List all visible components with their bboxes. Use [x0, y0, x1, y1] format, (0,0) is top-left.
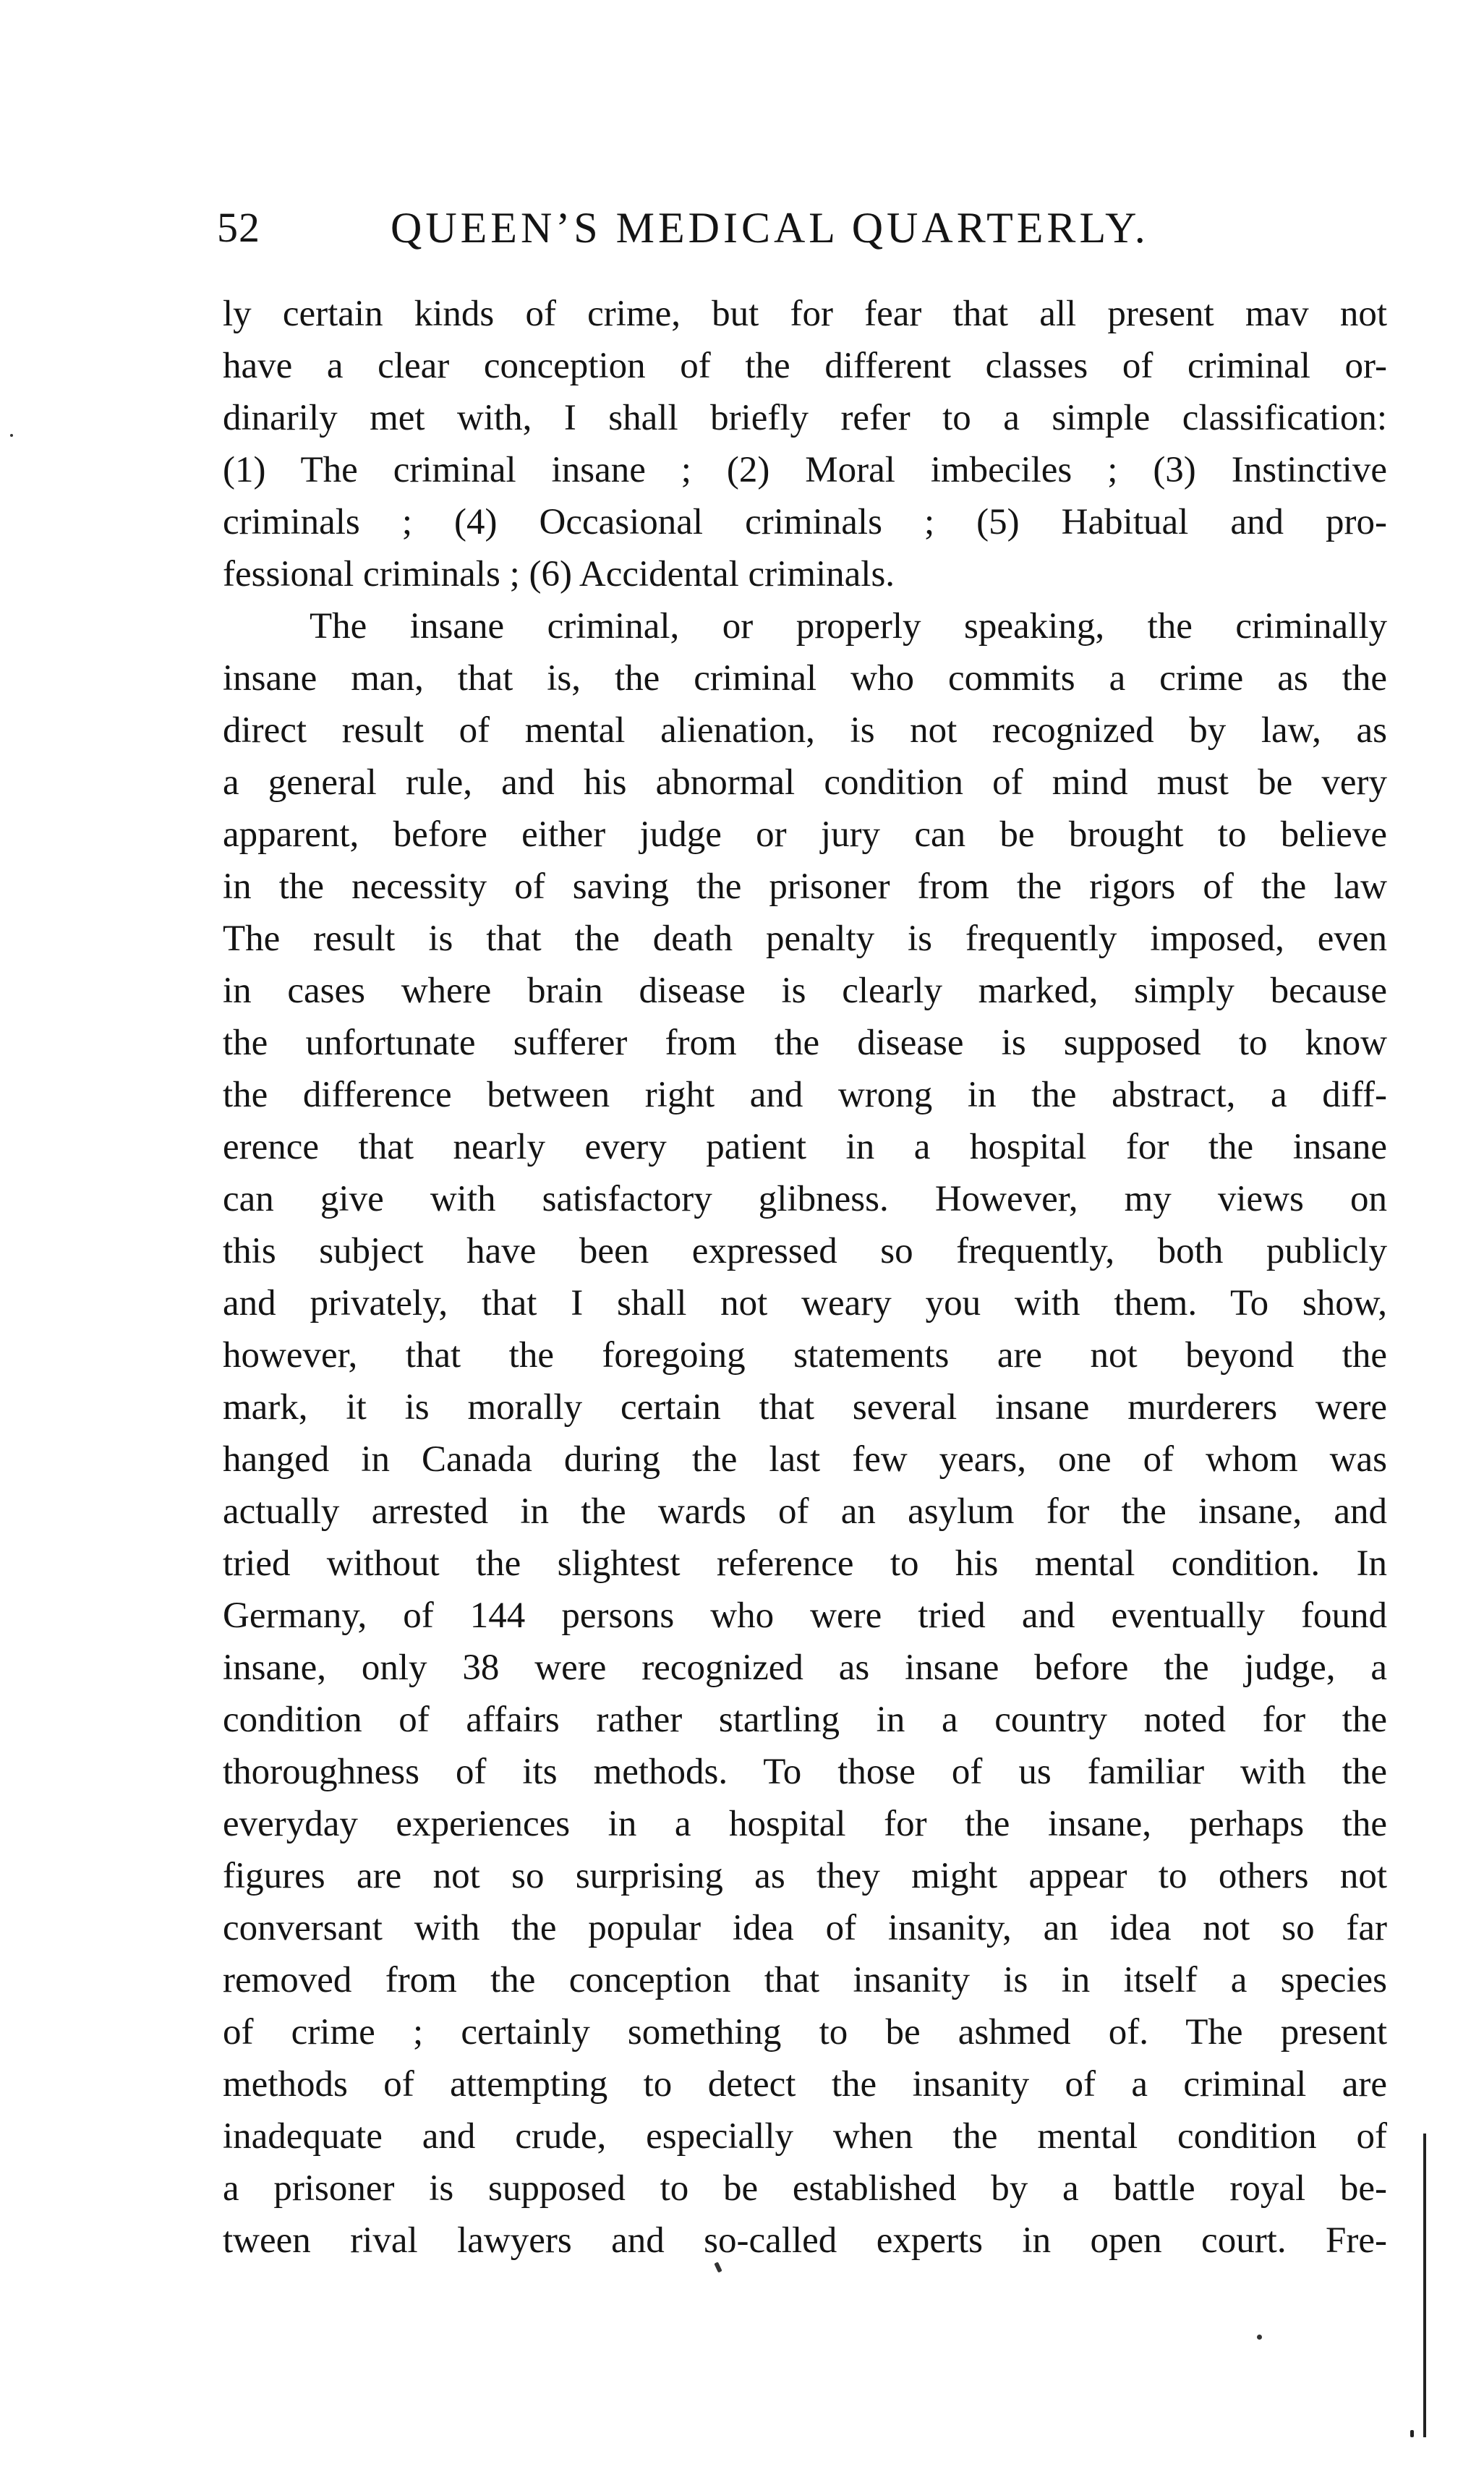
text-line: methods of attempting to detect the insanity of a criminal are — [223, 2064, 1387, 2105]
text-line: criminals ; (4) Occasional criminals ; (5) Habitual and pro- — [223, 502, 1387, 542]
text-line: tried without the slightest reference to his mental condition. In — [223, 1543, 1387, 1584]
scan-edge-mark — [1423, 2134, 1426, 2437]
text-line: The result is that the death penalty is frequently imposed, even — [223, 918, 1387, 959]
scan-edge-mark — [1410, 2430, 1414, 2437]
text-line: in the necessity of saving the prisoner from the rigors of the law — [223, 866, 1387, 907]
body-text — [223, 288, 1387, 2267]
text-line: condition of affairs rather startling in a country noted for the — [223, 1700, 1387, 1740]
text-line: Germany, of 144 persons who were tried and eventually found — [223, 1595, 1387, 1636]
text-line: a prisoner is supposed to be established by a battle royal be- — [223, 2168, 1387, 2209]
text-line: direct result of mental alienation, is not recognized by law, as — [223, 710, 1387, 751]
text-line: thoroughness of its methods. To those of us familiar with the — [223, 1752, 1387, 1792]
text-line: (1) The criminal insane ; (2) Moral imbeciles ; (3) Instinctive — [223, 450, 1387, 490]
text-line: apparent, before either judge or jury can be brought to believe — [223, 814, 1387, 855]
text-line: of crime ; certainly something to be ashmed of. The present — [223, 2012, 1387, 2053]
text-line: the unfortunate sufferer from the disease is supposed to know — [223, 1023, 1387, 1063]
text-line: removed from the conception that insanity is in itself a species — [223, 1960, 1387, 2000]
text-line: everyday experiences in a hospital for the insane, perhaps the — [223, 1804, 1387, 1844]
text-line: a general rule, and his abnormal condition of mind must be very — [223, 762, 1387, 803]
text-line: in cases where brain disease is clearly marked, simply because — [223, 971, 1387, 1011]
text-line: insane man, that is, the criminal who commits a crime as the — [223, 658, 1387, 699]
text-line: tween rival lawyers and so-called experts in open court. Fre- — [223, 2220, 1387, 2261]
ink-speck — [10, 434, 13, 437]
text-line: mark, it is morally certain that several insane murderers were — [223, 1387, 1387, 1428]
text-line: actually arrested in the wards of an asylum for the insane, and — [223, 1491, 1387, 1532]
text-line: can give with satisfactory glibness. However, my views on — [223, 1179, 1387, 1219]
text-line: insane, only 38 were recognized as insane before the judge, a — [223, 1648, 1387, 1688]
text-line: have a clear conception of the different classes of criminal or- — [223, 346, 1387, 386]
text-line: inadequate and crude, especially when the mental condition of — [223, 2116, 1387, 2157]
text-line: this subject have been expressed so frequently, both publicly — [223, 1231, 1387, 1271]
text-line: dinarily met with, I shall briefly refer to a simple classification: — [223, 398, 1387, 438]
text-line: conversant with the popular idea of insanity, an idea not so far — [223, 1908, 1387, 1948]
text-line: fessional criminals ; (6) Accidental criminals. — [223, 554, 895, 594]
text-line: erence that nearly every patient in a hospital for the insane — [223, 1127, 1387, 1167]
page-number: 52 — [217, 204, 260, 251]
text-line: and privately, that I shall not weary you with them. To show, — [223, 1283, 1387, 1324]
paragraph-start-line: The insane criminal, or properly speaking, the criminally — [310, 606, 1387, 647]
ink-speck — [1257, 2335, 1262, 2340]
text-line: hanged in Canada during the last few years, one of whom was — [223, 1439, 1387, 1480]
journal-title: QUEEN’S MEDICAL QUARTERLY. — [391, 204, 1149, 252]
text-line: ly certain kinds of crime, but for fear that all present mav not — [223, 294, 1387, 334]
text-line: figures are not so surprising as they might appear to others not — [223, 1856, 1387, 1896]
text-line: the difference between right and wrong in the abstract, a diff- — [223, 1075, 1387, 1115]
text-line: however, that the foregoing statements are not beyond the — [223, 1335, 1387, 1376]
running-head — [217, 195, 1244, 260]
